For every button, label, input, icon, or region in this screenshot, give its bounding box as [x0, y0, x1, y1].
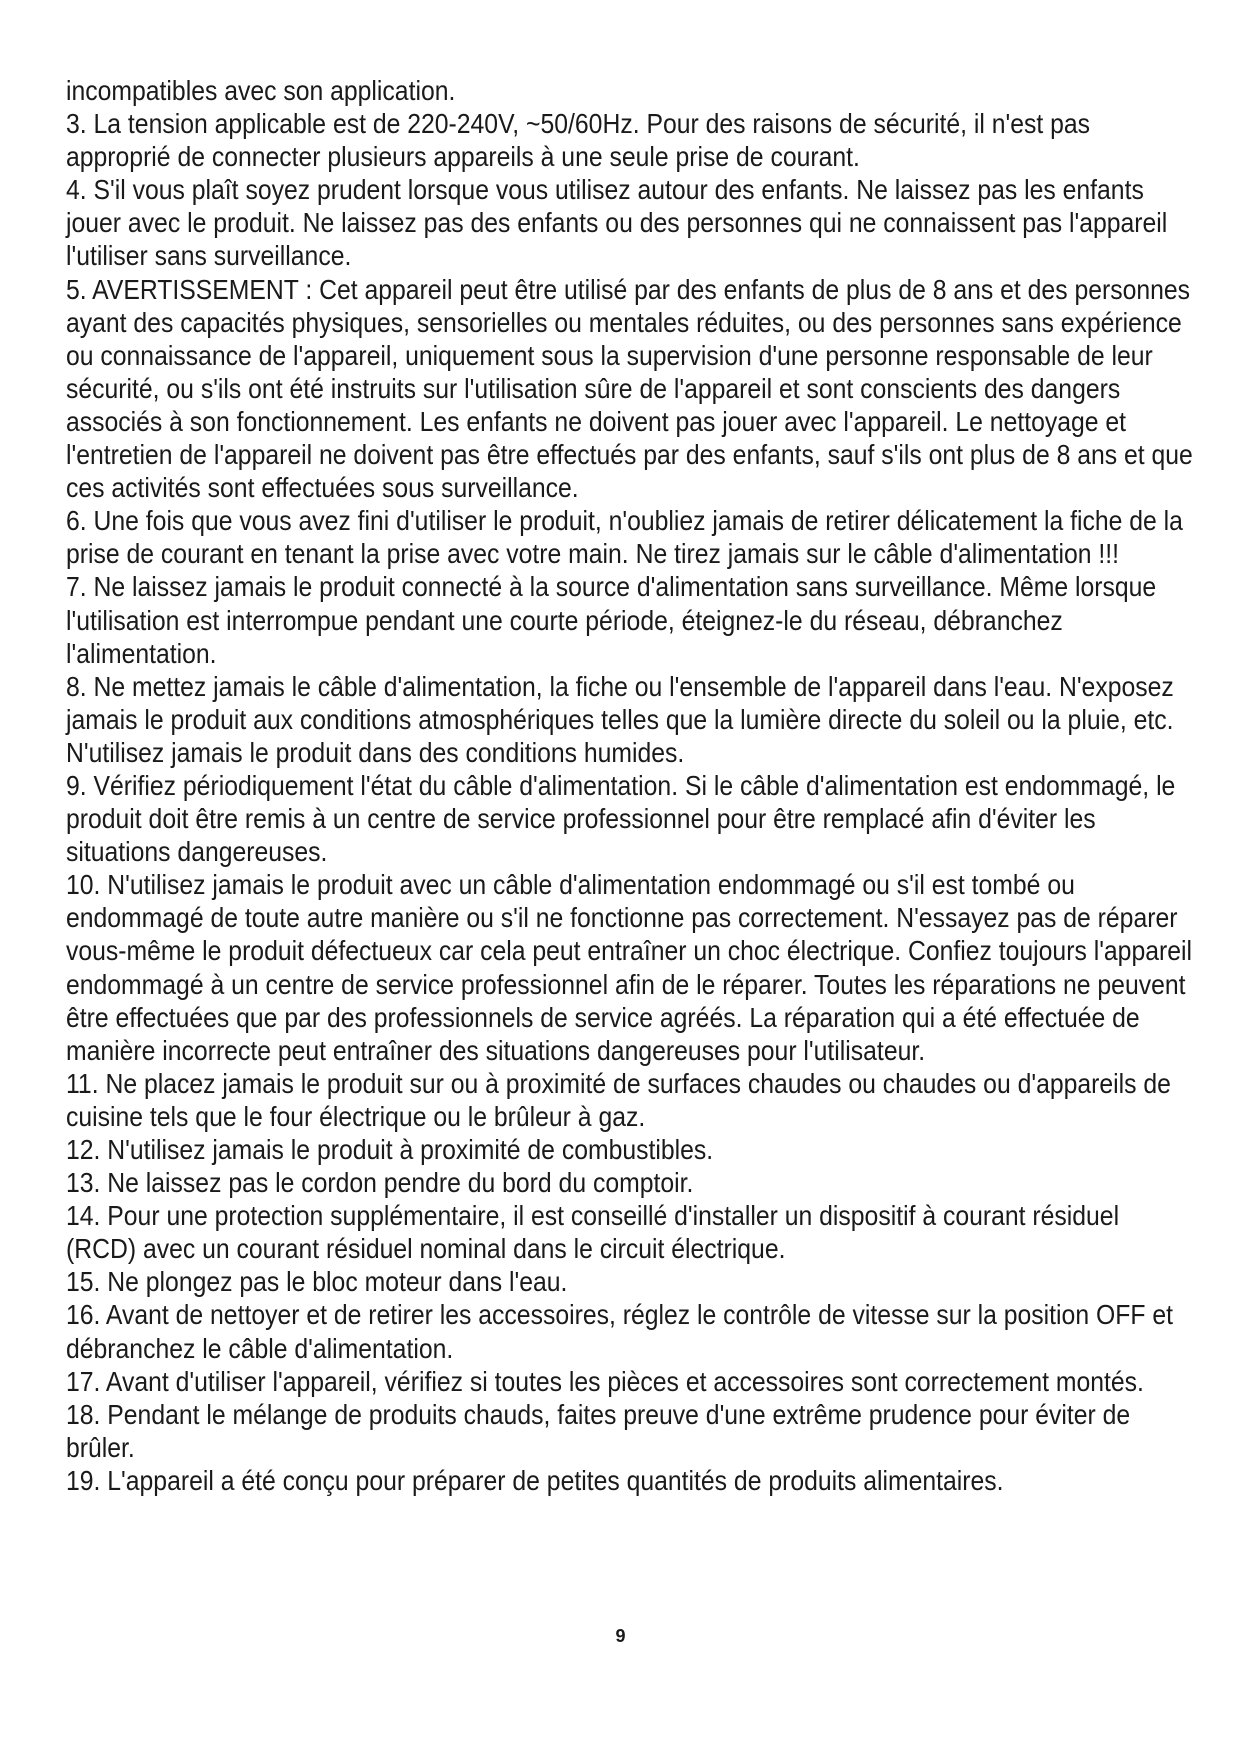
paragraph-item-11: 11. Ne placez jamais le produit sur ou à proximité de surfaces chaudes ou chaudes ou d'appareils de cuisine tels que le four électrique ou le brûleur à gaz. — [66, 1067, 1171, 1132]
paragraph-item-5: 5. AVERTISSEMENT : Cet appareil peut être utilisé par des enfants de plus de 8 ans et des personnes ayant des capacités physiques, sensorielles ou mentales réduites, ou des personnes sans expérience ou connaissance de l'appareil, uniquement sous la supervision d'une personne responsable de leur sécurité, ou s'ils ont été instruits sur l'utilisation sûre de l'appareil et sont conscients des dangers associés à son fonctionnement. Les enfants ne doivent pas jouer avec l'appareil. Le nettoyage et l'entretien de l'appareil ne doivent pas être effectués par des enfants, sauf s'ils ont plus de 8 ans et que ces activités sont effectuées sous surveillance. — [66, 273, 1193, 504]
paragraph-item-13: 13. Ne laissez pas le cordon pendre du bord du comptoir. — [66, 1167, 694, 1199]
paragraph-item-8: 8. Ne mettez jamais le câble d'alimentation, la fiche ou l'ensemble de l'appareil dans l'eau. N'exposez jamais le produit aux conditions atmosphériques telles que la lumière directe du soleil ou la pluie, etc. N'utilisez jamais le produit dans des conditions humides. — [66, 670, 1174, 768]
paragraph-item-4: 4. S'il vous plaît soyez prudent lorsque vous utilisez autour des enfants. Ne laissez pas les enfants jouer avec le produit. Ne laissez pas des enfants ou des personnes qui ne connaissent pas l'appareil l'utiliser sans surveillance. — [66, 174, 1168, 272]
paragraph-item-9: 9. Vérifiez périodiquement l'état du câble d'alimentation. Si le câble d'alimentation est endommagé, le produit doit être remis à un centre de service professionnel pour être remplacé afin d'éviter les situations dangereuses. — [66, 769, 1176, 868]
paragraph-item-14: 14. Pour une protection supplémentaire, il est conseillé d'installer un dispositif à courant résiduel (RCD) avec un courant résiduel nominal dans le circuit électrique. — [66, 1200, 1120, 1265]
paragraph-item-6: 6. Une fois que vous avez fini d'utiliser le produit, n'oubliez jamais de retirer délicatement la fiche de la prise de courant en tenant la prise avec votre main. Ne tirez jamais sur le câble d'alimentation !!! — [66, 505, 1183, 570]
page-number: 9 — [615, 1626, 626, 1646]
paragraph-item-19: 19. L'appareil a été conçu pour préparer de petites quantités de produits alimentaires. — [66, 1464, 1004, 1496]
paragraph-item-12: 12. N'utilisez jamais le produit à proximité de combustibles. — [66, 1134, 714, 1165]
paragraph-item-7: 7. Ne laissez jamais le produit connecté à la source d'alimentation sans surveillance. Même lorsque l'utilisation est interrompue pendant une courte période, éteignez-le du réseau, débranchez l'alimentation. — [66, 571, 1157, 669]
paragraph-continuation: incompatibles avec son application. — [66, 75, 456, 106]
paragraph-item-17: 17. Avant d'utiliser l'appareil, vérifiez si toutes les pièces et accessoires sont correctement montés. — [66, 1365, 1144, 1397]
paragraph-item-3: 3. La tension applicable est de 220-240V, ~50/60Hz. Pour des raisons de sécurité, il n'est pas approprié de connecter plusieurs appareils à une seule prise de courant. — [66, 108, 1091, 173]
instructions-text — [66, 74, 1196, 1497]
paragraph-item-18: 18. Pendant le mélange de produits chauds, faites preuve d'une extrême prudence pour éviter de brûler. — [66, 1398, 1131, 1463]
paragraph-item-15: 15. Ne plongez pas le bloc moteur dans l'eau. — [66, 1266, 568, 1298]
paragraph-item-10: 10. N'utilisez jamais le produit avec un câble d'alimentation endommagé ou s'il est tombé ou endommagé de toute autre manière ou s'il ne fonctionne pas correctement. N'essayez pas de réparer vous-même le produit défectueux car cela peut entraîner un choc électrique. Confiez toujours l'appareil endommagé à un centre de service professionnel afin de le réparer. Toutes les réparations ne peuvent être effectuées que par des professionnels de service agréés. La réparation qui a été effectuée de manière incorrecte peut entraîner des situations dangereuses pour l'utilisateur. — [66, 869, 1192, 1066]
paragraph-item-16: 16. Avant de nettoyer et de retirer les accessoires, réglez le contrôle de vitesse sur la position OFF et débranchez le câble d'alimentation. — [66, 1299, 1173, 1364]
